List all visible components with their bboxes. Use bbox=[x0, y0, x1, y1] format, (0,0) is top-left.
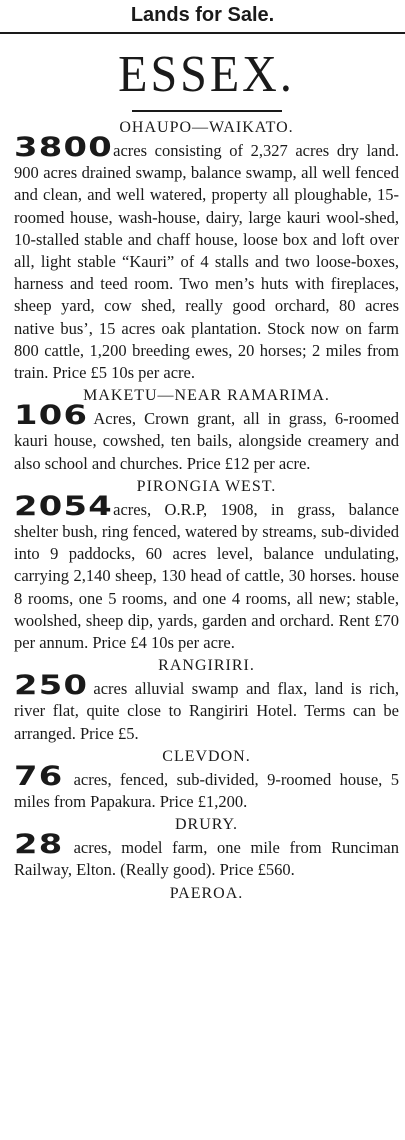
listing-acreage: 250 bbox=[14, 670, 89, 702]
listing-acreage: 106 bbox=[14, 400, 89, 432]
listing-description: acres, O.R.P, 1908, in grass, balance shelter bush, ring fenced, watered by streams, sub-divided into 9 paddocks, 60 acres level, balance undulating, carrying 2,140 sheep, 130 head of cattle, 30 horses. house 8 rooms, one 5 rooms, and one 4 rooms, all new; stable, woolshed, sheep dip, yards, garden and orchard. Rent £70 per annum. Price £4 10s per acre. bbox=[14, 499, 399, 653]
masthead bbox=[14, 45, 399, 104]
listing-location: CLEVDON. bbox=[162, 747, 251, 765]
section-header bbox=[0, 0, 405, 34]
section-title: Lands for Sale. bbox=[130, 4, 275, 26]
listing-location: OHAUPO—WAIKATO. bbox=[119, 119, 294, 136]
listing bbox=[14, 118, 399, 384]
listing-acreage: 76 bbox=[14, 760, 64, 792]
listing-description: acres, fenced, sub-divided, 9-roomed house, 5 miles from Papakura. Price £1,200. bbox=[14, 769, 399, 812]
listing-text bbox=[14, 829, 399, 881]
listing-description: Acres, Crown grant, all in grass, 6-roomed kauri house, cowshed, ten bails, alongside creamery and also school and churches. Price £12 per acre. bbox=[14, 409, 399, 473]
listing bbox=[14, 884, 399, 904]
listing-location: RANGIRIRI. bbox=[158, 657, 255, 675]
listing-acreage: 2054 bbox=[14, 490, 113, 522]
listing-text bbox=[14, 490, 399, 654]
listing-text bbox=[14, 760, 399, 813]
listing-text bbox=[14, 132, 399, 384]
listing bbox=[14, 815, 399, 881]
listing-location: PAEROA. bbox=[169, 884, 244, 902]
listing-acreage: 28 bbox=[14, 829, 64, 861]
listing-description: acres consisting of 2,327 acres dry land. 900 acres drained swamp, balance swamp, all well fenced and clean, and well watered, property all ploughable, 15-roomed house, wash-house, dairy, large kauri wool-shed, 10-stalled stable and chaff house, loose box and loft over all, light stable “Kauri” of 4 stalls and two loose-boxes, harness and teed room. Two men’s huts with fireplaces, sheep yard, cow shed, really good orchard, 80 acres native bus’, 15 acres oak plantation. Stock now on farm 800 cattle, 1,200 breeding ewes, 20 horses; 2 miles from train. Price £5 10s per acre. bbox=[14, 141, 399, 383]
listing-acreage: 3800 bbox=[14, 132, 113, 163]
listing bbox=[14, 747, 399, 813]
listing bbox=[14, 477, 399, 654]
listing-location: PIRONGIA WEST. bbox=[136, 477, 277, 495]
listing-text bbox=[14, 670, 399, 745]
listing bbox=[14, 386, 399, 475]
listing-description: acres, model farm, one mile from Runciman Railway, Elton. (Really good). Price £560. bbox=[14, 838, 399, 880]
listing-description: acres alluvial swamp and flax, land is rich, river flat, quite close to Rangiriri Hotel. Terms can be arranged. Price £5. bbox=[14, 679, 399, 743]
listing-location: MAKETU—NEAR RAMARIMA. bbox=[83, 387, 330, 405]
masthead-rule bbox=[132, 110, 282, 112]
listing bbox=[14, 656, 399, 745]
listing-location: DRURY. bbox=[174, 816, 239, 834]
masthead-name: ESSEX. bbox=[118, 45, 295, 104]
listing-text bbox=[14, 400, 399, 475]
